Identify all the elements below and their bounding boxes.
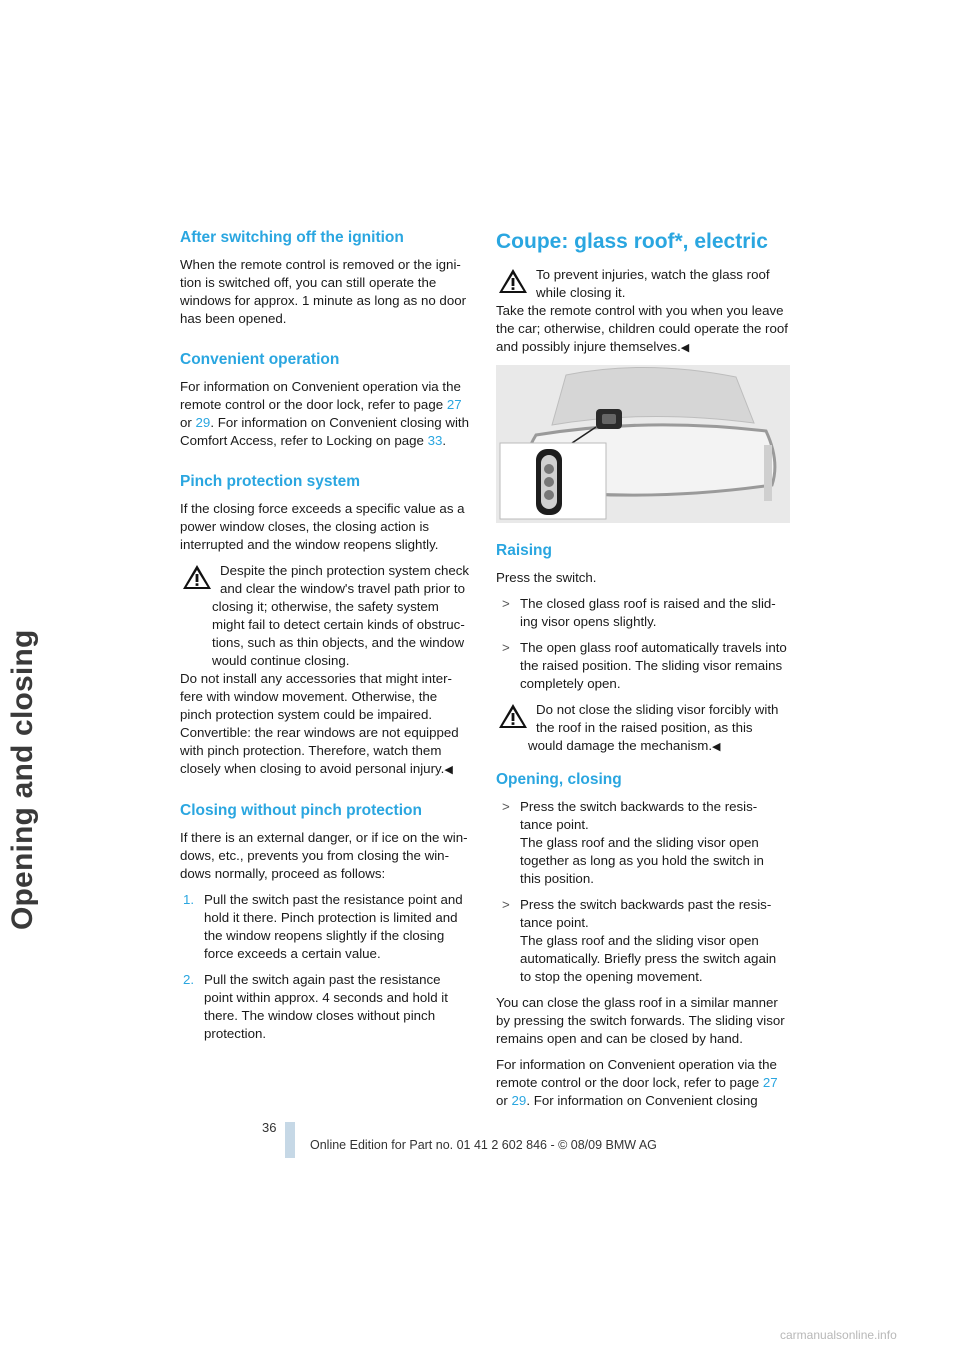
page-link-29[interactable]: 29 bbox=[511, 1093, 527, 1108]
page-title: Coupe: glass roof*, electric bbox=[496, 230, 768, 253]
heading-after-ignition: After switching off the ignition bbox=[180, 229, 404, 246]
raising-list bbox=[496, 595, 788, 693]
warning-pinch: Despite the pinch protection system check and clear the window's travel path prior to closing it; otherwise, the safety system might fail to detect certain kinds of obstruc-tions, such as thin objects, and the window would continue closing. Do not install any accessories that might inter-fere with window movement. Otherwise, the pinch protection system could be impaired. Convertible: the rear windows are not equipped with pinch protection. Therefore, watch them closely when closing to avoid personal injury.◀ bbox=[180, 563, 470, 776]
footer-bar bbox=[285, 1122, 295, 1158]
left-column bbox=[180, 228, 472, 1051]
roof-switch-illustration bbox=[496, 365, 790, 523]
warning-icon bbox=[498, 268, 528, 294]
page-link-27[interactable]: 27 bbox=[762, 1075, 778, 1090]
paragraph-after-ignition: When the remote control is removed or the igni-tion is switched off, you can still operate the windows for approx. 1 minute as long as no door has been opened. bbox=[180, 257, 467, 326]
section-side-title: Opening and closing bbox=[6, 629, 39, 930]
paragraph-no-pinch: If there is an external danger, or if ice on the win-dows, etc., prevents you from closing the win-dows normally, proceed as follows: bbox=[180, 830, 468, 881]
opening-list bbox=[496, 798, 788, 986]
page-link-27[interactable]: 27 bbox=[446, 397, 462, 412]
steps-list bbox=[180, 891, 472, 1043]
paragraph-raising: Press the switch. bbox=[496, 570, 597, 585]
end-mark: ◀ bbox=[444, 764, 453, 776]
watermark: carmanualsonline.info bbox=[780, 1328, 897, 1342]
end-mark: ◀ bbox=[712, 741, 721, 753]
heading-opening-closing: Opening, closing bbox=[496, 771, 622, 788]
heading-convenient-operation: Convenient operation bbox=[180, 351, 340, 368]
paragraph-close-similar: You can close the glass roof in a similar manner by pressing the switch forwards. The sliding visor remains open and can be closed by hand. bbox=[496, 995, 785, 1046]
warning-glass-roof: To prevent injuries, watch the glass roof while closing it. Take the remote control with you when you leave the car; otherwise, children could operate the roof and possibly injure themselves.◀ bbox=[496, 267, 788, 354]
heading-no-pinch: Closing without pinch protection bbox=[180, 802, 422, 819]
list-item: 1. Pull the switch past the resistance point and hold it there. Pinch protection is limited and the window reopens slightly if the closing force exceeds a certain value. bbox=[183, 892, 463, 961]
end-mark: ◀ bbox=[680, 342, 690, 354]
heading-raising: Raising bbox=[496, 542, 552, 559]
list-item: > Press the switch backwards to the resis-tance point. The glass roof and the sliding visor open together as long as you hold the switch in this position. bbox=[502, 799, 764, 886]
list-item: > Press the switch backwards past the resis-tance point. The glass roof and the sliding visor open automatically. Briefly press the switch again to stop the opening movement. bbox=[502, 897, 777, 984]
warning-icon bbox=[182, 564, 212, 590]
heading-pinch-protection: Pinch protection system bbox=[180, 473, 361, 490]
warning-sliding-visor: Do not close the sliding visor forcibly with the roof in the raised position, as this would damage the mechanism.◀ bbox=[496, 701, 788, 756]
warning-icon bbox=[498, 703, 528, 729]
paragraph-convenient-roof: For information on Convenient operation via the remote control or the door lock, refer to page 27 or 29. For information on Convenient closing bbox=[496, 1057, 778, 1108]
paragraph-convenient-operation: For information on Convenient operation via the remote control or the door lock, refer to page 27 or 29. For information on Convenient closing with Comfort Access, refer to Locking on page 33. bbox=[180, 379, 470, 448]
page-link-29[interactable]: 29 bbox=[195, 415, 211, 430]
right-column bbox=[496, 228, 788, 1118]
page-link-33[interactable]: 33 bbox=[427, 433, 443, 448]
footer-edition: Online Edition for Part no. 01 41 2 602 846 - © 08/09 BMW AG bbox=[310, 1138, 657, 1152]
roof-switch-image bbox=[496, 365, 790, 523]
list-item: 2. Pull the switch again past the resistance point within approx. 4 seconds and hold it there. The window closes without pinch protection. bbox=[183, 972, 448, 1041]
list-item: > The open glass roof automatically travels into the raised position. The sliding visor remains completely open. bbox=[502, 640, 787, 691]
list-item: > The closed glass roof is raised and the slid-ing visor opens slightly. bbox=[502, 596, 776, 629]
page-number: 36 bbox=[262, 1120, 277, 1135]
paragraph-pinch-protection: If the closing force exceeds a specific value as a power window closes, the closing action is interrupted and the window reopens slightly. bbox=[180, 501, 465, 552]
